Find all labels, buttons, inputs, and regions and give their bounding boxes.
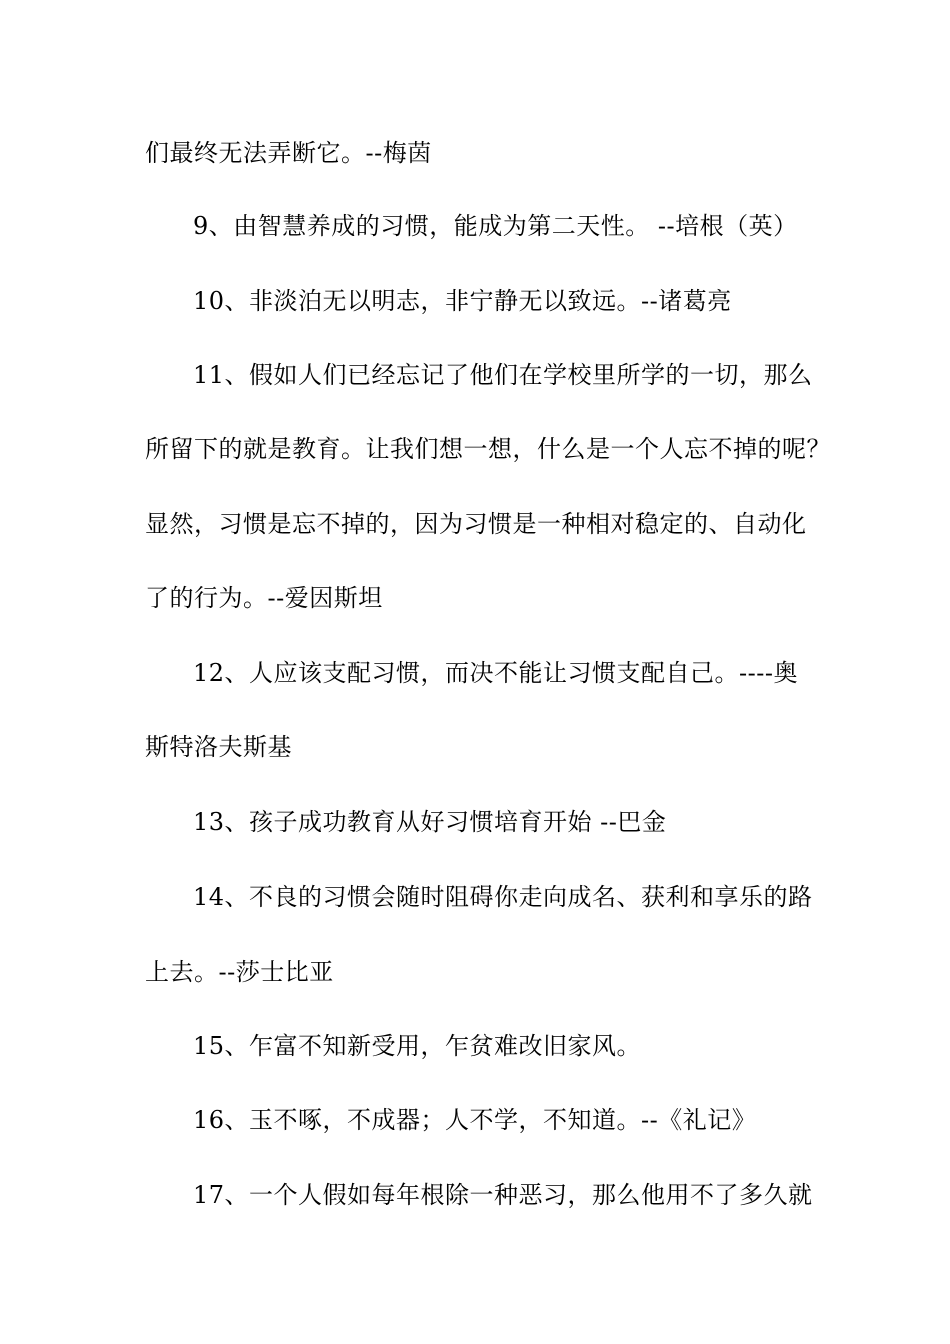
quote-line: 11、假如人们已经忘记了他们在学校里所学的一切，那么 bbox=[193, 361, 813, 389]
quote-line: 10、非淡泊无以明志，非宁静无以致远。--诸葛亮 bbox=[193, 287, 732, 315]
quote-line: 16、玉不啄，不成器；人不学，不知道。--《礼记》 bbox=[193, 1106, 757, 1134]
text-line: 斯特洛夫斯基 bbox=[145, 733, 292, 761]
quote-line: 12、人应该支配习惯，而决不能让习惯支配自己。----奥 bbox=[193, 659, 798, 687]
text-line: 上去。--莎士比亚 bbox=[145, 958, 334, 986]
quote-line: 15、乍富不知新受用，乍贫难改旧家风。 bbox=[193, 1032, 642, 1060]
text-line: 了的行为。--爱因斯坦 bbox=[145, 584, 383, 612]
quote-line: 9、由智慧养成的习惯，能成为第二天性。 --培根（英） bbox=[193, 212, 798, 240]
text-line: 显然，习惯是忘不掉的，因为习惯是一种相对稳定的、自动化 bbox=[145, 510, 807, 538]
quote-line: 17、一个人假如每年根除一种恶习，那么他用不了多久就 bbox=[193, 1181, 813, 1209]
quote-line: 14、不良的习惯会随时阻碍你走向成名、获利和享乐的路 bbox=[193, 883, 813, 911]
text-line: 们最终无法弄断它。--梅茵 bbox=[145, 139, 432, 167]
text-line: 所留下的就是教育。让我们想一想，什么是一个人忘不掉的呢？ bbox=[145, 435, 831, 463]
quote-line: 13、孩子成功教育从好习惯培育开始 --巴金 bbox=[193, 808, 667, 836]
